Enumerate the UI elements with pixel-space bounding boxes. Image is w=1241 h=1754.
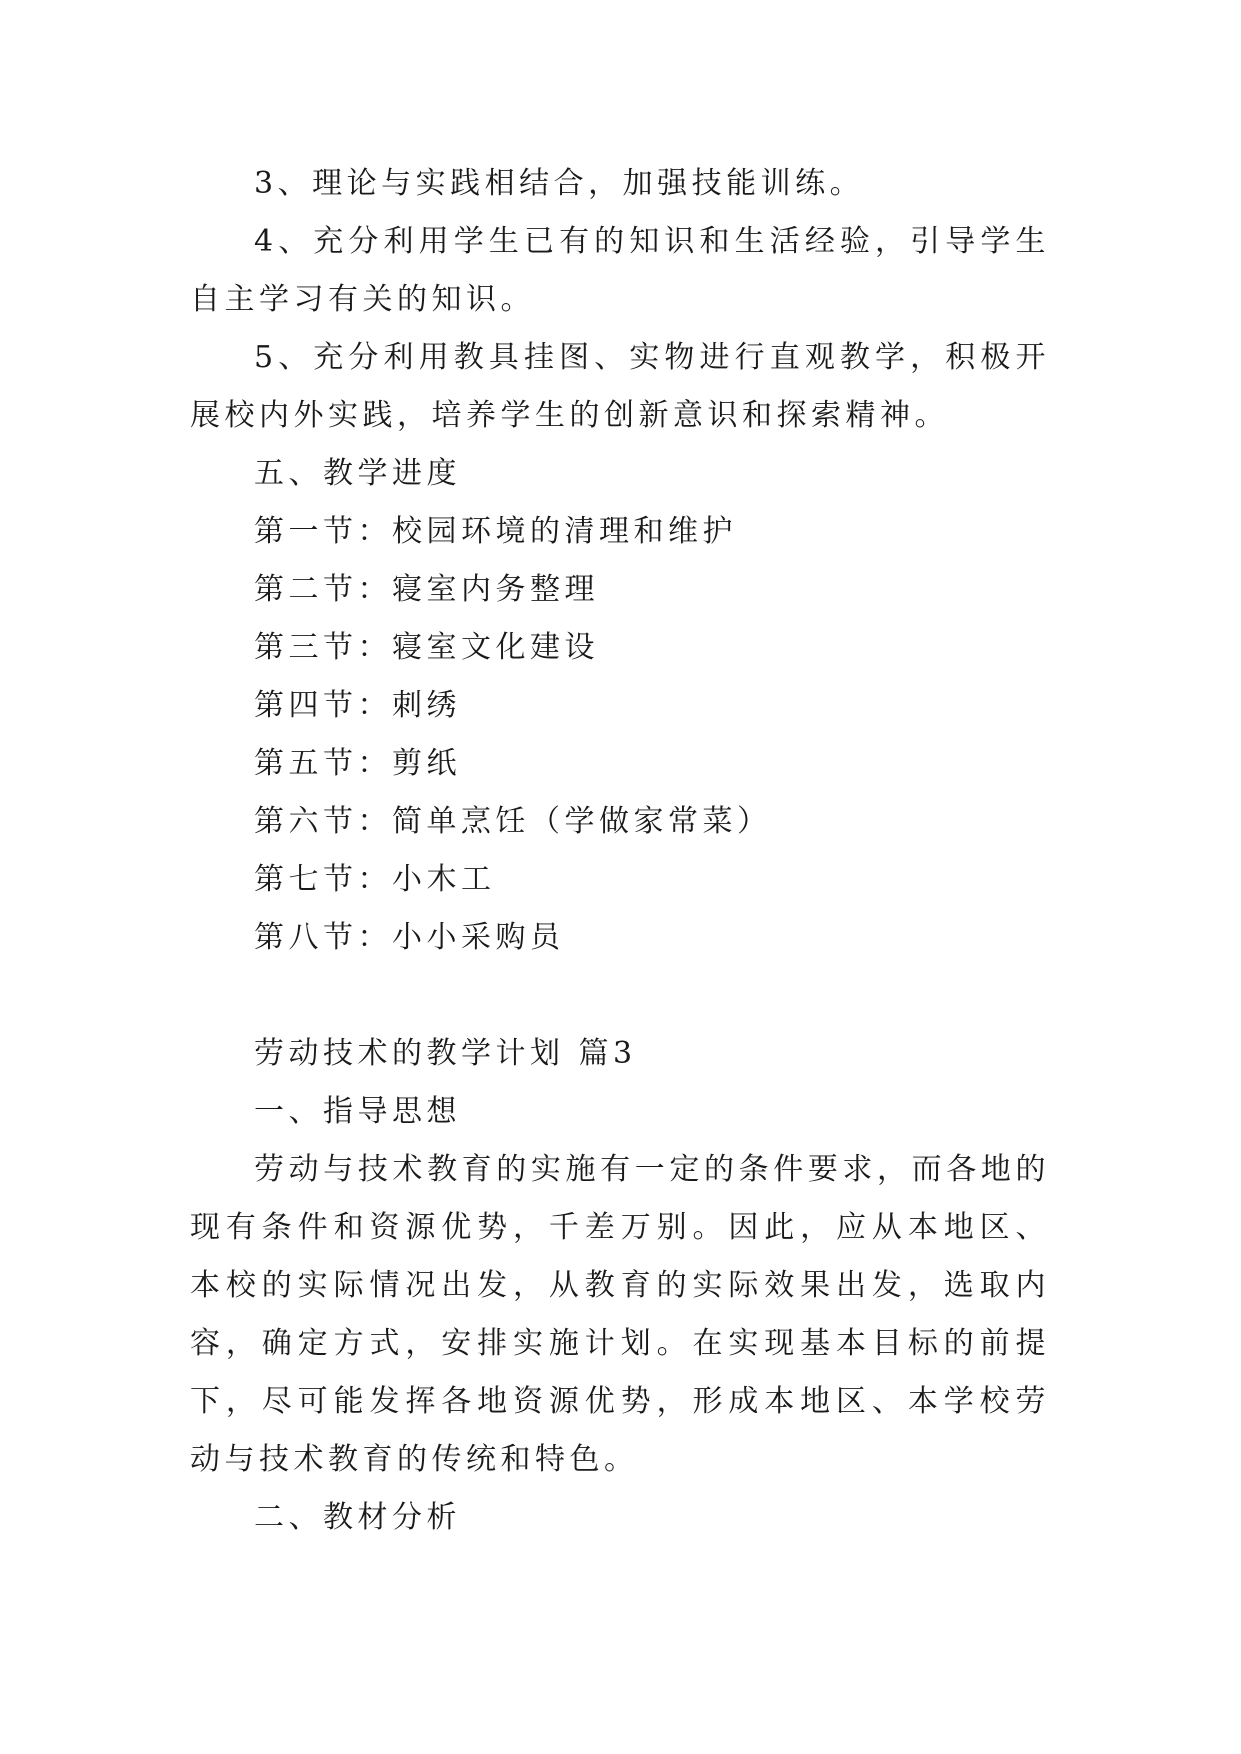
guiding-paragraph: 劳动与技术教育的实施有一定的条件要求，而各地的现有条件和资源优势，千差万别。因此，应从本地区、本校的实际情况出发，从教育的实际效果出发，选取内容，确定方式，安排实施计划。在实现基本目标的前提下，尽可能发挥各地资源优势，形成本地区、本学校劳动与技术教育的传统和特色。 — [190, 1152, 1050, 1477]
schedule-item: 第七节：小木工 — [254, 862, 496, 897]
blank-line — [190, 967, 1050, 1025]
schedule-item: 第六节：简单烹饪（学做家常菜） — [254, 804, 772, 839]
schedule-item: 第三节：寝室文化建设 — [254, 630, 599, 665]
schedule-item: 第二节：寝室内务整理 — [254, 572, 599, 607]
item-5: 5、充分利用教具挂图、实物进行直观教学，积极开展校内外实践，培养学生的创新意识和探索精神。 — [190, 340, 1050, 433]
article-title: 劳动技术的教学计划 篇3 — [254, 1036, 637, 1071]
section-heading-schedule: 五、教学进度 — [254, 456, 461, 491]
section-heading-textbook: 二、教材分析 — [254, 1500, 461, 1535]
schedule-item: 第四节：刺绣 — [254, 688, 461, 723]
item-4: 4、充分利用学生已有的知识和生活经验，引导学生自主学习有关的知识。 — [190, 224, 1050, 317]
section-heading-guiding: 一、指导思想 — [254, 1094, 461, 1129]
schedule-item: 第五节：剪纸 — [254, 746, 461, 781]
item-3: 3、理论与实践相结合，加强技能训练。 — [254, 166, 865, 201]
document-body — [190, 155, 1050, 1547]
schedule-item: 第一节：校园环境的清理和维护 — [254, 514, 737, 549]
schedule-item: 第八节：小小采购员 — [254, 920, 565, 955]
